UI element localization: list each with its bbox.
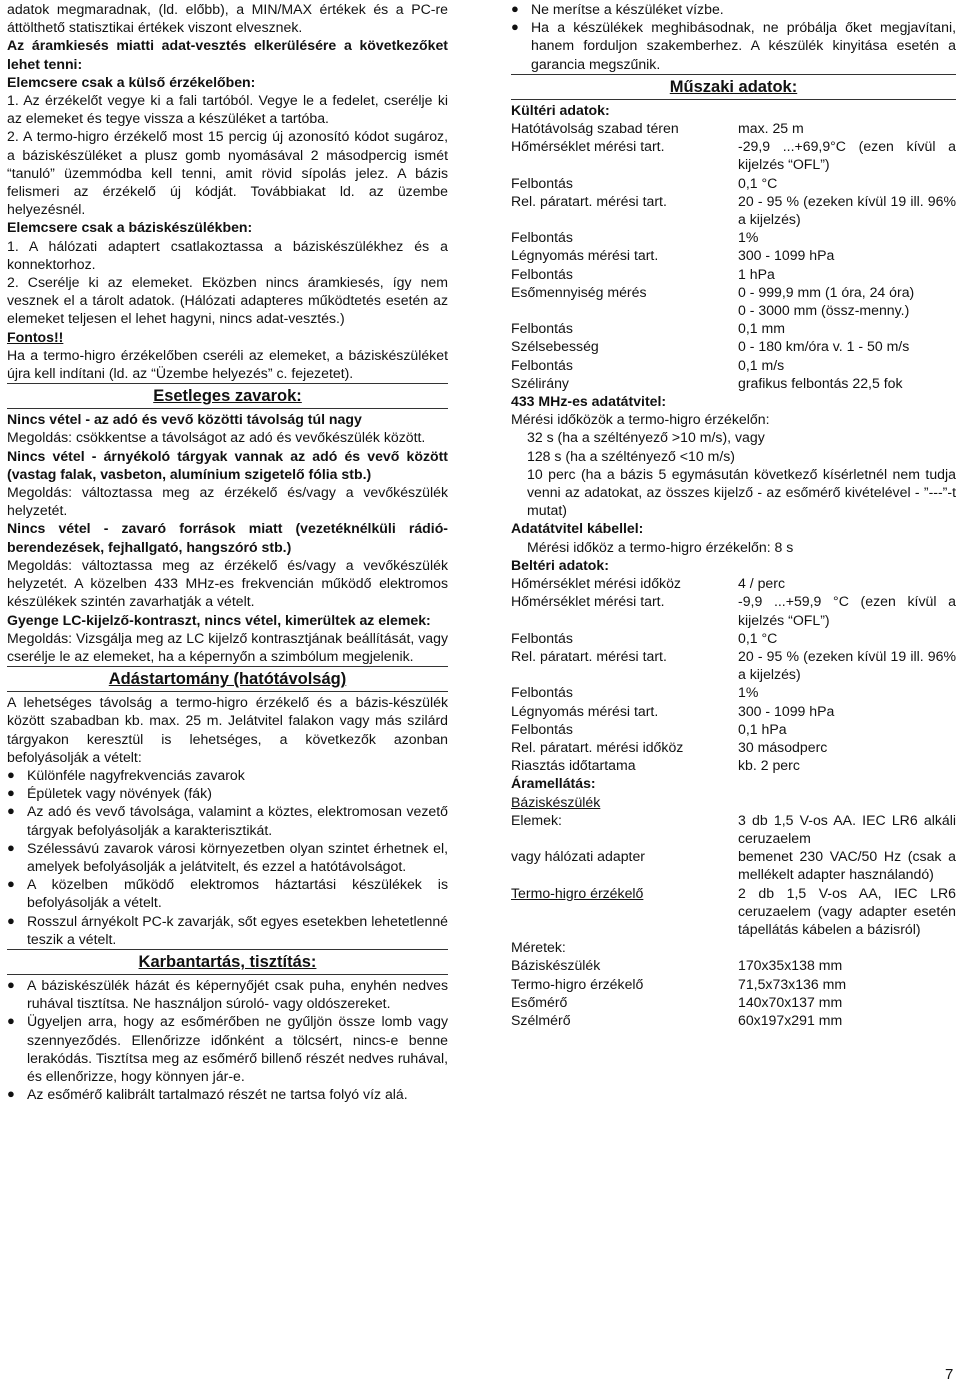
paragraph: Az áramkiesés miatti adat-vesztés elkerülésére a következőket lehet tenni: (7, 37, 448, 72)
spec-table (511, 956, 956, 1029)
subheading: Elemcsere csak a báziskészülékben: (7, 219, 253, 236)
subheading: Elemcsere csak a külső érzékelőben: (7, 73, 256, 90)
spec-key: Légnyomás mérési tart. (511, 247, 659, 264)
bullet-icon: ● (7, 976, 15, 992)
divider (7, 666, 448, 667)
spec-key: Hőmérséklet mérési tart. (511, 138, 665, 155)
divider (7, 383, 448, 384)
paragraph: Mérési időköz a termo-higro érzékelőn: 8 s (527, 538, 794, 555)
bullet-icon: ● (511, 1, 519, 16)
spec-value: 1% (738, 229, 759, 246)
list-item-text: A közelben működő elektromos háztartási készülékek is befolyásolják a vételt. (27, 876, 448, 911)
bullet-icon: ● (7, 876, 15, 892)
right-column (511, 0, 956, 1029)
subheading: Adatátvitel kábellel: (511, 520, 644, 537)
spec-table (511, 574, 956, 774)
spec-value: 1 hPa (738, 265, 775, 282)
paragraph: Ha a termo-higro érzékelőben cseréli az elemeket, a báziskészüléket újra kell indítani (ld. az “Üzembe helyezés” c. fejezetet). (7, 346, 448, 382)
subheading: Méretek: (511, 939, 566, 956)
spec-value: 20 - 95 % (ezeken kívül 19 ill. 96% a kijelzés) (738, 192, 956, 228)
spec-row (511, 738, 956, 756)
spec-key: Termo-higro érzékelő (511, 975, 644, 992)
spec-key: Felbontás (511, 684, 573, 701)
spec-key: Szélmérő (511, 1011, 571, 1028)
spec-key: vagy hálózati adapter (511, 848, 645, 865)
spec-row (511, 847, 956, 883)
spec-row (511, 956, 956, 974)
problem-solution: Megoldás: változtassa meg az érzékelő és/vagy a vevőkészülék helyzetét. A közelben 433 MHz-es frekvencián működő elektromos készülékek szintén zavarhatják a vételt. (7, 556, 448, 610)
spec-key: Légnyomás mérési tart. (511, 702, 659, 719)
spec-value: 0,1 °C (738, 174, 778, 191)
list-item-text: Az adó és vevő távolsága, valamint a köztes, elektromosan vezető tárgyak befolyásolják a karakterisztikát. (27, 803, 448, 838)
spec-key: Elemek: (511, 811, 562, 828)
spec-row (511, 337, 956, 355)
spec-value: 300 - 1099 hPa (738, 702, 835, 719)
spec-table (511, 119, 956, 392)
spec-value: grafikus felbontás 22,5 fok (738, 374, 903, 391)
subheading: Kültéri adatok: (511, 101, 610, 118)
spec-row (511, 993, 956, 1011)
spec-value: max. 25 m (738, 120, 804, 137)
list-item (7, 766, 448, 784)
bullet-icon: ● (7, 1013, 15, 1029)
page-number: 7 (945, 1366, 954, 1383)
spec-value: 4 / perc (738, 575, 786, 592)
list-item-text: Szélessávú zavarok városi környezetben olyan szintet érhetnek el, amelyek befolyásolják a jelátvitelt, és ezzel a hatótávolságot. (27, 839, 448, 874)
bullet-list (7, 976, 448, 1103)
interval-line: 10 perc (ha a bázis 5 egymásután következő kísérletnél nem tudja venni az adatokat, az összes kijelző - az esőmérő kivételével - ”---”-t mutat) (527, 465, 956, 519)
spec-key: Felbontás (511, 720, 573, 737)
list-item-text: Ha a készülékek meghibásodnak, ne próbálja őket megjavítani, hanem forduljon szakemberhez. A készülék kinyitása esetén a garancia megszűnik. (531, 19, 956, 72)
subheading: Beltéri adatok: (511, 556, 609, 573)
bullet-list (511, 0, 956, 73)
spec-row (511, 720, 956, 738)
list-item (7, 1085, 448, 1103)
spec-key: Felbontás (511, 320, 573, 337)
spec-row (511, 756, 956, 774)
spec-value: 0,1 °C (738, 629, 778, 646)
spec-key: Felbontás (511, 174, 573, 191)
spec-row (511, 301, 956, 319)
subheading: 433 MHz-es adatátvitel: (511, 393, 667, 410)
section-heading-zavarok: Esetleges zavarok: (153, 387, 302, 406)
spec-row (511, 1011, 956, 1029)
spec-row (511, 119, 956, 137)
spec-row (511, 811, 956, 847)
problem-title: Gyenge LC-kijelző-kontraszt, nincs vétel, kimerültek az elemek: (7, 611, 431, 628)
list-item-text: Különféle nagyfrekvenciás zavarok (27, 766, 245, 783)
interval-line: 32 s (ha a széltényező >10 m/s), vagy (527, 429, 765, 446)
spec-key: Esőmennyiség mérés (511, 283, 647, 300)
divider (7, 949, 448, 950)
spec-row (511, 574, 956, 592)
spec-key: Hőmérséklet mérési tart. (511, 593, 665, 610)
spec-key (511, 301, 738, 319)
paragraph: adatok megmaradnak, (ld. előbb), a MIN/MAX értékek és a PC-re áttölthető statisztikai értékek viszont elvesznek. (7, 1, 448, 36)
bullet-list (7, 766, 448, 948)
section-heading-karbantartas: Karbantartás, tisztítás: (138, 952, 317, 971)
bullet-icon: ● (7, 766, 15, 782)
spec-key: Felbontás (511, 356, 573, 373)
paragraph: 2. A termo-higro érzékelő most 15 percig új azonosító kódot sugároz, a báziskészüléket a plusz gomb nyomásával 2 másodpercig ismét “tanuló” üzemmódba kell tenni, amit rövid sípolás jelez. A bázis felismeri az érzékelő új kódját. Továbbiakat ld. az üzembe helyezésnél. (7, 128, 448, 218)
bullet-icon: ● (7, 803, 15, 819)
spec-value: kb. 2 perc (738, 757, 800, 774)
spec-key: Termo-higro érzékelő (511, 884, 644, 901)
divider (7, 408, 448, 409)
spec-row (511, 228, 956, 246)
section-heading-muszaki: Műszaki adatok: (669, 77, 798, 96)
divider (7, 974, 448, 975)
section-heading-adastartomany: Adástartomány (hatótávolság) (108, 670, 347, 689)
bazis-label: Báziskészülék (511, 793, 601, 810)
spec-key: Rel. páratart. mérési időköz (511, 738, 684, 755)
list-item (7, 784, 448, 802)
spec-value: bemenet 230 VAC/50 Hz (csak a mellékelt adapter használandó) (738, 848, 956, 883)
important-label: Fontos!! (7, 328, 64, 345)
list-item (7, 875, 448, 911)
spec-row (511, 137, 956, 173)
spec-value: 300 - 1099 hPa (738, 247, 835, 264)
spec-row (511, 246, 956, 264)
paragraph: Mérési időközök a termo-higro érzékelőn: (511, 411, 770, 428)
spec-key: Szélsebesség (511, 338, 599, 355)
list-item (7, 1012, 448, 1085)
spec-row (511, 174, 956, 192)
spec-value: 0,1 m/s (738, 356, 785, 373)
list-item (511, 18, 956, 73)
spec-row (511, 884, 956, 939)
list-item (7, 839, 448, 875)
spec-key: Felbontás (511, 229, 573, 246)
spec-value: 0,1 mm (738, 320, 785, 337)
spec-value: 30 másodperc (738, 738, 828, 755)
paragraph: A lehetséges távolság a termo-higro érzékelő és a bázis-készülék között szabadban kb. max. 25 m. Jelátvitel falakon vagy más szilárd tárgyakon keresztül is lehetséges, a következők azonban befolyásolják a vételt: (7, 694, 448, 765)
spec-row (511, 265, 956, 283)
paragraph: 1. A hálózati adaptert csatlakoztassa a báziskészülékhez és a konnektorhoz. (7, 237, 448, 272)
problem-solution: Megoldás: csökkentse a távolságot az adó és vevőkészülék között. (7, 429, 426, 446)
list-item-text: Ügyeljen arra, hogy az esőmérőben ne gyűljön össze lomb vagy szennyeződés. Ellenőrizze időnként a tölcsért, nincs-e benne lerakódás. Tisztítsa meg az esőmérő billenő részét nedves ruhával, és ellenőrizze, hogy könnyen jár-e. (27, 1013, 448, 1084)
bullet-icon: ● (7, 1086, 15, 1102)
list-item-text: Rosszul árnyékolt PC-k zavarják, sőt egyes esetekben lehetetlenné teszik a vételt. (27, 912, 448, 947)
spec-row (511, 356, 956, 374)
spec-row (511, 592, 956, 628)
spec-value: 3 db 1,5 V-os AA. IEC LR6 alkáli ceruzaelem (738, 811, 956, 846)
spec-value: 170x35x138 mm (738, 957, 843, 974)
problem-solution: Megoldás: változtassa meg az érzékelő és/vagy a vevőkészülék helyzetét. (7, 484, 448, 519)
spec-row (511, 629, 956, 647)
list-item-text: A báziskészülék házát és képernyőjét csak puha, enyhén nedves ruhával tisztítsa. Ne használjon súroló- vagy oldószereket. (27, 976, 448, 1012)
divider (511, 74, 956, 75)
spec-row (511, 683, 956, 701)
list-item (511, 0, 956, 18)
spec-row (511, 647, 956, 683)
spec-key: Esőmérő (511, 993, 568, 1010)
problem-title: Nincs vétel - az adó és vevő közötti távolság túl nagy (7, 411, 362, 428)
spec-key: Riasztás időtartama (511, 757, 636, 774)
spec-value: 0 - 999,9 mm (1 óra, 24 óra) (738, 283, 915, 300)
spec-key: Hatótávolság szabad téren (511, 120, 679, 137)
spec-key: Szélirány (511, 374, 569, 391)
list-item (7, 976, 448, 1012)
spec-value: -9,9 ...+59,9 °C (ezen kívül a kijelzés “OFL”) (738, 593, 956, 628)
problem-title: Nincs vétel - árnyékoló tárgyak vannak az adó és vevő között (vastag falak, vasbeton, alumínium szigetelő fólia stb.) (7, 447, 448, 482)
spec-value: -29,9 ...+69,9°C (ezen kívül a kijelzés “OFL”) (738, 138, 956, 173)
spec-key: Hőmérséklet mérési időköz (511, 575, 681, 592)
spec-value: 0 - 3000 mm (össz-menny.) (738, 302, 910, 319)
spec-key: Rel. páratart. mérési tart. (511, 647, 667, 664)
spec-value: 1% (738, 684, 759, 701)
spec-value: 0,1 hPa (738, 720, 787, 737)
spec-row (511, 192, 956, 228)
paragraph: 1. Az érzékelőt vegye ki a fali tartóból. Vegye le a fedelet, cserélje ki az elemeket és tegye vissza a készüléket a tartóba. (7, 92, 448, 127)
paragraph: 2. Cserélje ki az elemeket. Eközben nincs áramkiesés, így nem vesznek el a tárolt adatok. (Hálózati adapteres működtetés esetén az elemeket teljesen el lehet hagyni, nincs adat-vesztés.) (7, 274, 448, 327)
spec-row (511, 283, 956, 301)
interval-line: 128 s (ha a széltényező <10 m/s) (527, 447, 735, 464)
spec-value: 140x70x137 mm (738, 993, 843, 1010)
spec-key: Báziskészülék (511, 957, 601, 974)
bullet-icon: ● (7, 785, 15, 801)
interval-list (511, 428, 956, 519)
spec-value: 60x197x291 mm (738, 1011, 843, 1028)
spec-row (511, 374, 956, 392)
divider (511, 99, 956, 100)
list-item (7, 802, 448, 838)
list-item-text: Ne merítse a készüléket vízbe. (531, 1, 724, 17)
problem-title: Nincs vétel - zavaró források miatt (vezetéknélküli rádió-berendezések, fejhallgató, hangszóró stb.) (7, 520, 448, 555)
spec-row (511, 702, 956, 720)
bullet-icon: ● (7, 839, 15, 855)
spec-row (511, 975, 956, 993)
subheading: Áramellátás: (511, 775, 596, 792)
list-item-text: Épületek vagy növények (fák) (27, 785, 212, 802)
spec-key: Felbontás (511, 265, 573, 282)
bullet-icon: ● (7, 912, 15, 928)
spec-value: 20 - 95 % (ezeken kívül 19 ill. 96% a kijelzés) (738, 647, 956, 683)
bullet-icon: ● (511, 19, 519, 35)
spec-value: 2 db 1,5 V-os AA, IEC LR6 ceruzaelem (vagy adapter esetén tápellátás kábelen a bázisról) (738, 884, 956, 937)
spec-value: 0 - 180 km/óra v. 1 - 50 m/s (738, 338, 910, 355)
divider (7, 691, 448, 692)
spec-key: Rel. páratart. mérési tart. (511, 192, 667, 209)
spec-key: Felbontás (511, 629, 573, 646)
problem-solution: Megoldás: Vizsgálja meg az LC kijelző kontrasztjának beállítását, vagy cserélje le az elemeket, ha a képernyőn a szimbólum megjelenik. (7, 629, 448, 664)
spec-row (511, 319, 956, 337)
list-item-text: Az esőmérő kalibrált tartalmazó részét ne tartsa folyó víz alá. (27, 1086, 408, 1103)
list-item (7, 912, 448, 948)
left-column (7, 0, 448, 1103)
spec-value: 71,5x73x136 mm (738, 975, 847, 992)
